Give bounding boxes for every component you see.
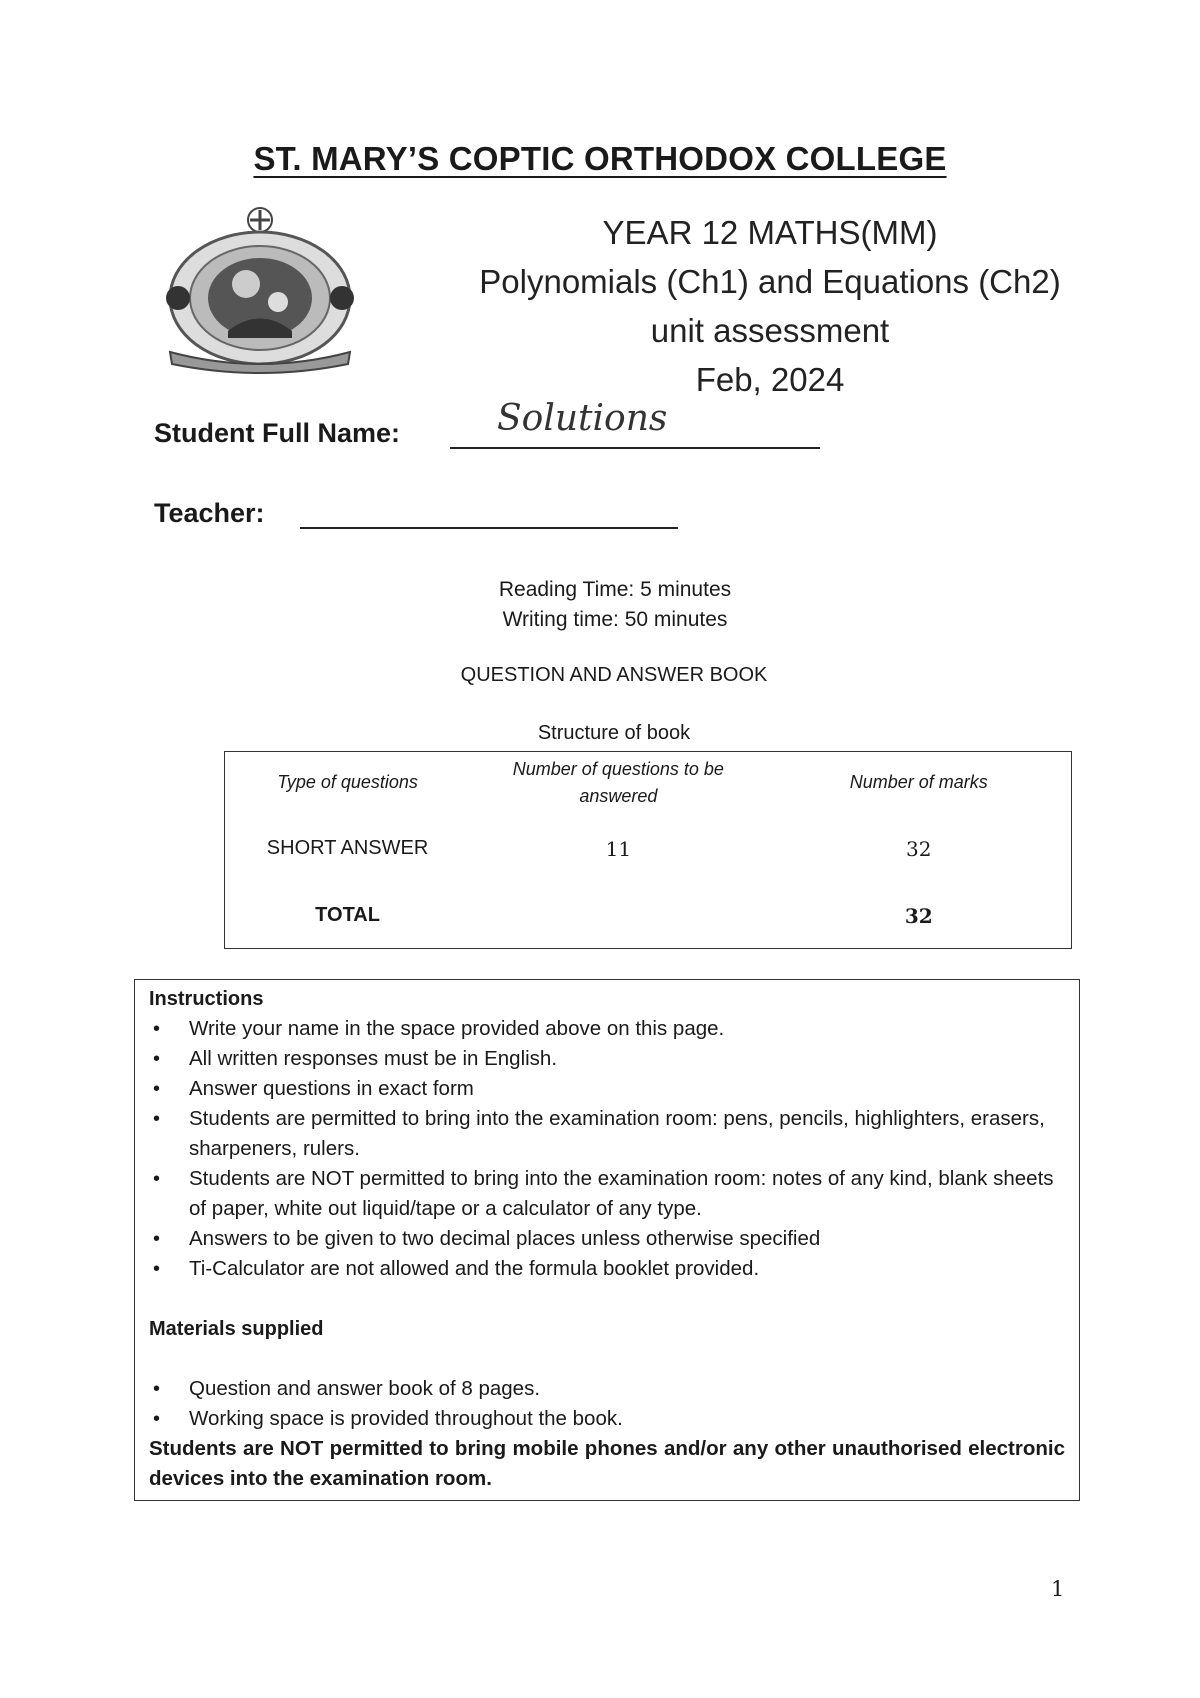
- table-row: [225, 814, 1072, 884]
- list-item: • All written responses must be in English.: [149, 1044, 1065, 1074]
- instructions-heading: Instructions: [149, 988, 264, 1010]
- instructions-box: [134, 979, 1080, 1501]
- list-item: • Students are NOT permitted to bring into the examination room: notes of any kind, blank sheets of paper, white out liquid/tape or a calculator of any type.: [149, 1164, 1065, 1224]
- page-number: 1: [1051, 1577, 1065, 1601]
- assessment-title-block: [440, 208, 1100, 404]
- structure-table: [224, 751, 1072, 949]
- assessment-type: unit assessment: [650, 312, 890, 349]
- list-item: • Students are permitted to bring into the examination room: pens, pencils, highlighters, erasers, sharpeners, rulers.: [149, 1104, 1065, 1164]
- devices-warning: Students are NOT permitted to bring mobile phones and/or any other unauthorised electronic devices into the examination room.: [149, 1437, 1065, 1490]
- student-name-label: Student Full Name:: [154, 418, 401, 448]
- list-item: • Ti-Calculator are not allowed and the formula booklet provided.: [149, 1254, 1065, 1284]
- topic-title: Polynomials (Ch1) and Equations (Ch2): [479, 263, 1061, 300]
- header-questions: Number of questions to be answered: [512, 758, 724, 806]
- school-crest-icon: [160, 206, 360, 381]
- row-type: SHORT ANSWER: [266, 837, 429, 859]
- materials-list: [149, 1374, 1065, 1434]
- row-questions: [470, 884, 766, 949]
- instructions-list: [149, 1014, 1065, 1284]
- header-type: Type of questions: [277, 772, 418, 793]
- writing-time: Writing time: 50 minutes: [502, 608, 728, 631]
- student-name-line[interactable]: [450, 447, 820, 449]
- course-title: YEAR 12 MATHS(MM): [602, 214, 938, 251]
- time-allowance: [0, 575, 1200, 635]
- row-type: TOTAL: [315, 904, 380, 927]
- header-marks: Number of marks: [849, 772, 988, 793]
- row-marks: 32: [906, 836, 932, 861]
- book-title: QUESTION AND ANSWER BOOK: [460, 664, 768, 686]
- row-questions: 11: [605, 836, 632, 861]
- assessment-date: Feb, 2024: [695, 361, 845, 398]
- list-item: • Answers to be given to two decimal places unless otherwise specified: [149, 1224, 1065, 1254]
- list-item: • Working space is provided throughout the book.: [149, 1404, 1065, 1434]
- teacher-label: Teacher:: [154, 498, 265, 528]
- table-row: [225, 884, 1072, 949]
- school-name: ST. MARY’S COPTIC ORTHODOX COLLEGE: [253, 140, 947, 177]
- teacher-line[interactable]: [300, 527, 678, 529]
- list-item: • Question and answer book of 8 pages.: [149, 1374, 1065, 1404]
- reading-time: Reading Time: 5 minutes: [498, 578, 732, 601]
- list-item: • Write your name in the space provided above on this page.: [149, 1014, 1065, 1044]
- student-name-value: Solutions: [497, 398, 668, 439]
- structure-caption: Structure of book: [537, 722, 691, 744]
- materials-heading: Materials supplied: [149, 1318, 324, 1340]
- row-marks: 32: [904, 903, 933, 928]
- list-item: • Answer questions in exact form: [149, 1074, 1065, 1104]
